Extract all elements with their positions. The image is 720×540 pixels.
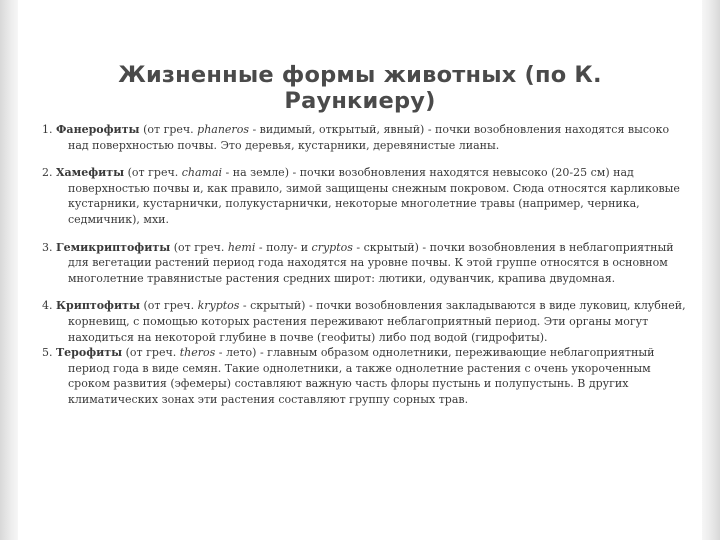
item-text: (от греч.	[139, 123, 198, 136]
item-text: (от греч.	[124, 166, 182, 180]
item-text: - полу- и	[255, 240, 312, 254]
item-term: Хамефиты	[56, 166, 125, 180]
item-number: 3.	[42, 240, 53, 254]
item-etymology: phaneros	[197, 123, 249, 136]
item-text: - скрытый) - почки возобновления в неблагоприятный для вегетации растений период года находятся на уровне почвы. К этой группе относятся в основном многолетние травянистые растения средних широт: лютики, одуванчик, крапива двудомная.	[68, 240, 674, 285]
item-etymology: theros	[179, 346, 216, 360]
item-number: 1.	[42, 123, 53, 136]
item-number: 2.	[42, 166, 53, 180]
item-term: Фанерофиты	[56, 123, 140, 136]
item-etymology: kryptos	[197, 299, 240, 313]
list-item-phanerophytes	[42, 122, 688, 153]
list-item-therophytes	[42, 345, 688, 407]
list-item-chamaephytes	[42, 165, 688, 227]
item-number: 4.	[42, 299, 53, 313]
item-term: Криптофиты	[56, 299, 140, 313]
item-text: (от греч.	[139, 299, 198, 313]
slide-title: Жизненные формы животных (по К. Раункиеру)	[118, 62, 602, 114]
item-number: 5.	[42, 346, 53, 360]
item-term: Гемикриптофиты	[56, 240, 171, 254]
left-decorative-bar	[0, 0, 18, 540]
item-text: - видимый, открытый, явный) - почки возобновления находятся высоко над поверхностью почвы. Это деревья, кустарники, деревянистые лианы.	[68, 123, 670, 152]
list-item-hemicryptophytes	[42, 240, 688, 287]
slide-body	[42, 122, 688, 408]
item-text: - скрытый) - почки возобновления закладываются в виде луковиц, клубней, корневищ, с помощью которых растения переживают неблагоприятный период. Эти органы могут находиться на некоторой глубине в почве (геофиты) либо под водой (гидрофиты).	[68, 299, 686, 344]
item-text: - лето) - главным образом однолетники, переживающие неблагоприятный период года в виде семян. Такие однолетники, а также однолетние растения с очень укороченным сроком развития (эфемеры) составляют важную часть флоры пустынь и полупустынь. В других климатических зонах эти растения составляют группу сорных трав.	[68, 346, 655, 406]
item-text: (от греч.	[170, 240, 228, 254]
right-decorative-bar	[702, 0, 720, 540]
item-etymology: cryptos	[311, 240, 353, 254]
item-etymology: chamai	[181, 166, 223, 180]
item-text: - на земле) - почки возобновления находятся невысоко (20-25 см) над поверхностью почвы и, как правило, зимой защищены снежным покровом. Сюда относятся карликовые кустарники, кустарнички, полукустарнички, некоторые многолетние травы (например, черника, седмичник), мхи.	[68, 166, 680, 226]
item-text: (от греч.	[122, 346, 180, 360]
item-term: Терофиты	[56, 346, 123, 360]
list-item-cryptophytes	[42, 298, 688, 345]
item-etymology: hemi	[227, 240, 256, 254]
